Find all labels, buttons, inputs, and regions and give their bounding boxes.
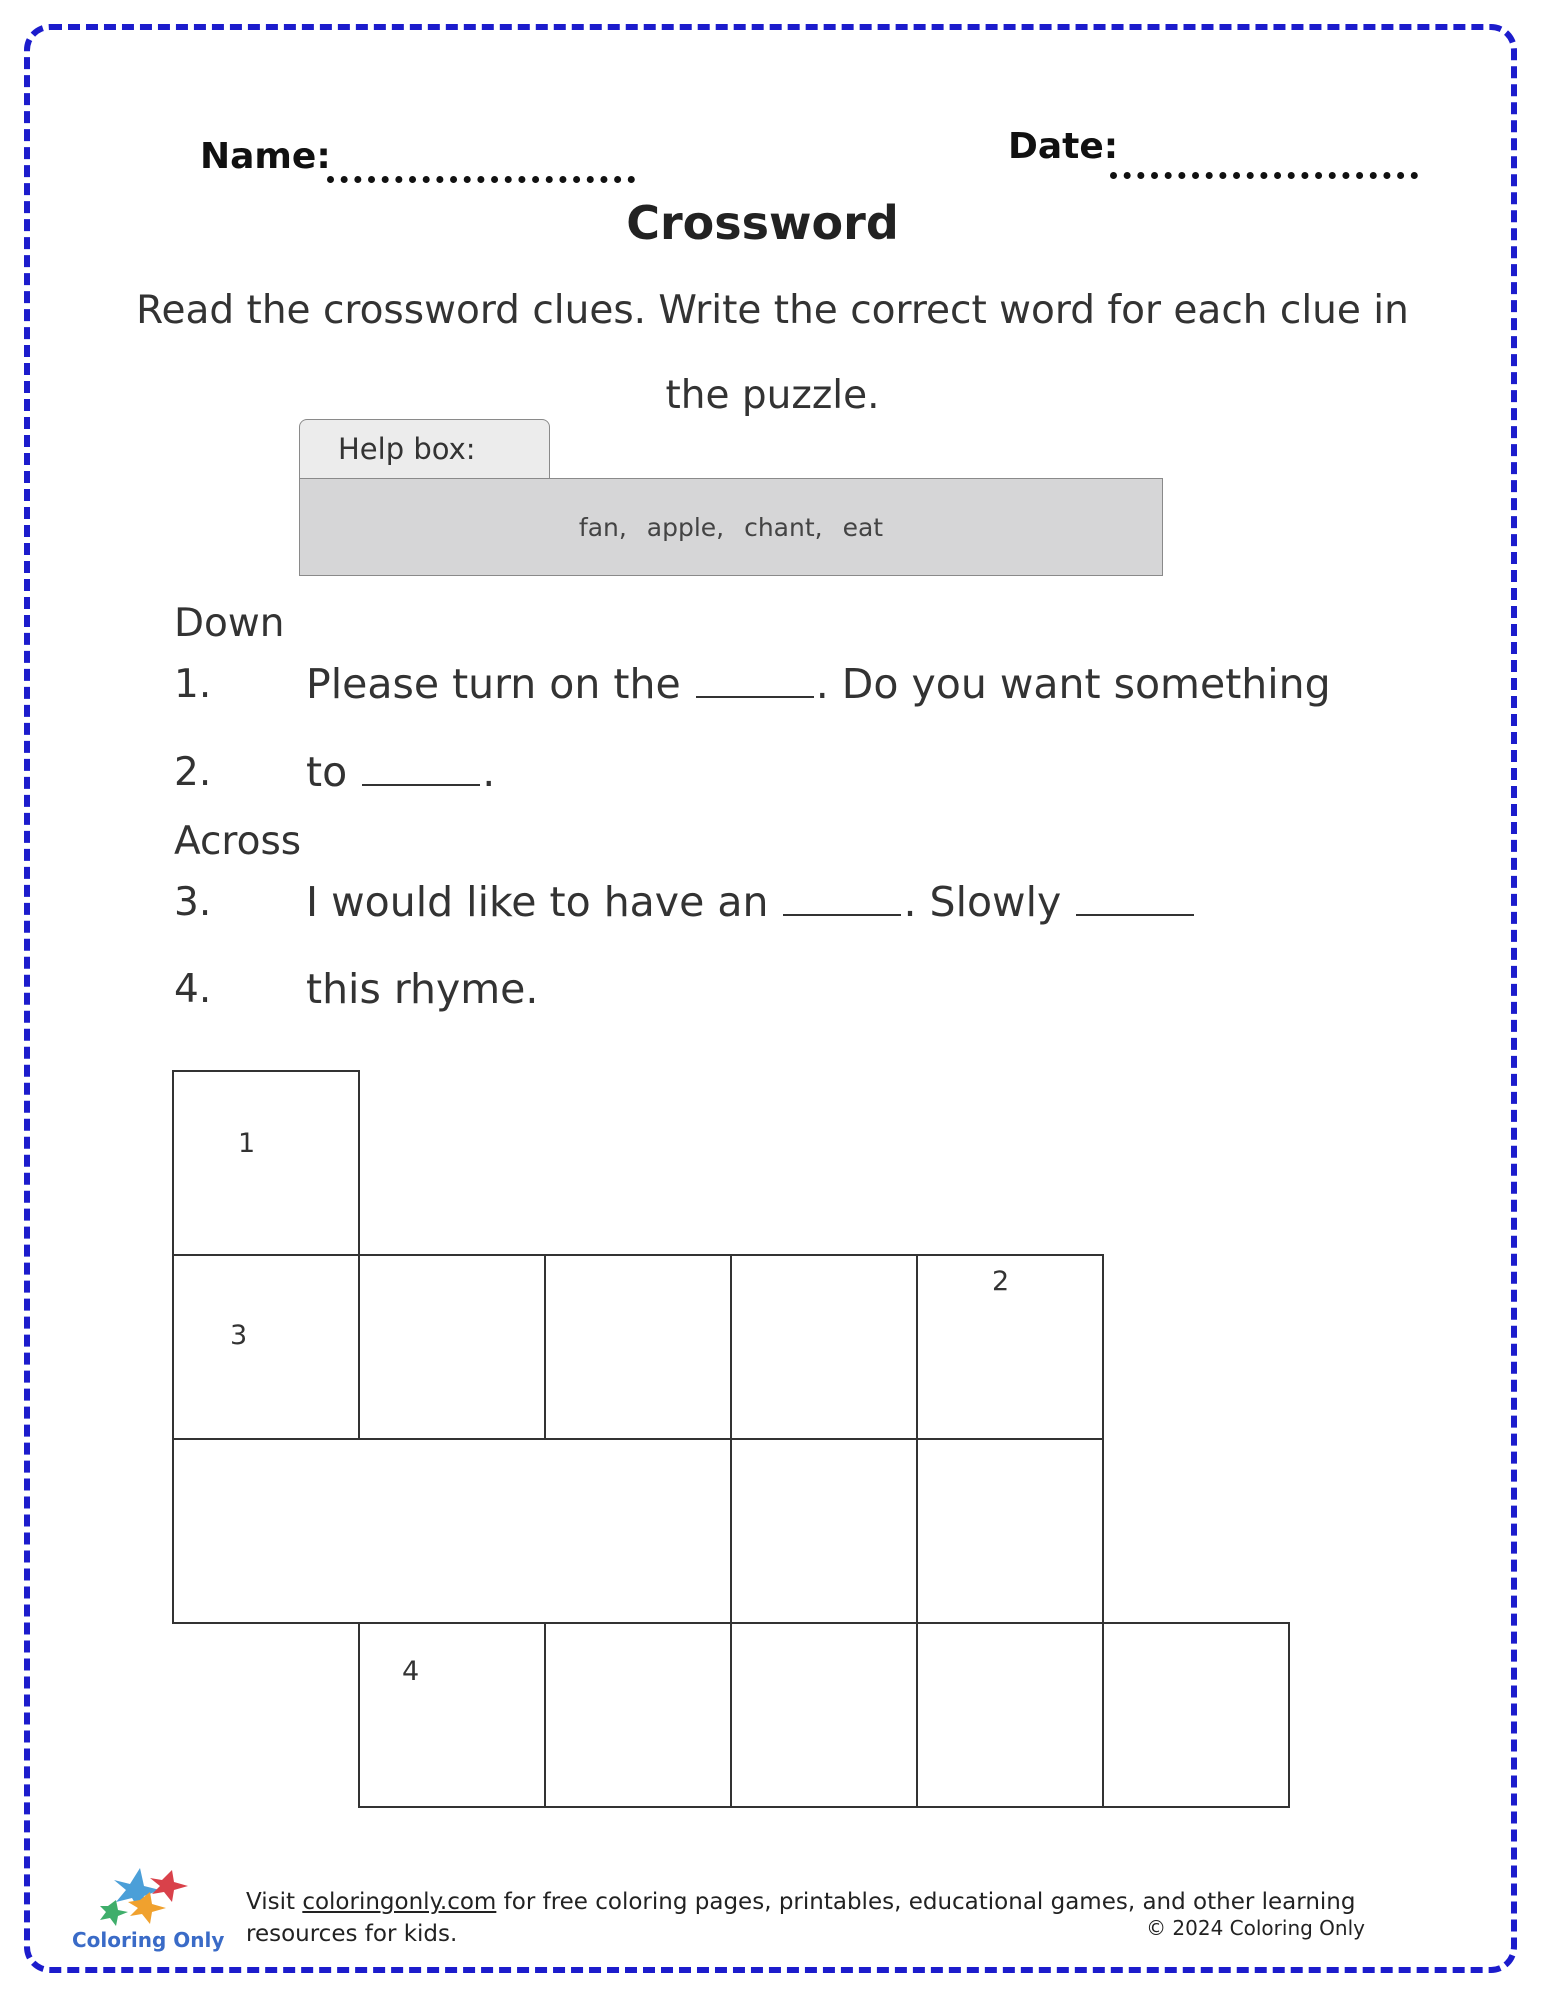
- grid-number-2: 2: [992, 1266, 1010, 1297]
- instructions: Read the crossword clues. Write the correct word for each clue in the puzzle.: [136, 288, 1409, 418]
- clue-text: [306, 660, 1406, 708]
- grid-cell[interactable]: [916, 1254, 1104, 1440]
- clue-text: [306, 748, 495, 796]
- answer-blank: [362, 784, 480, 786]
- grid-number-1: 1: [238, 1128, 256, 1159]
- logo: [100, 1866, 192, 1930]
- footer-link[interactable]: coloringonly.com: [302, 1889, 497, 1915]
- footer-rest: for free coloring pages, printables, educational games, and other learning resources for kids.: [246, 1889, 1356, 1947]
- grid-cell[interactable]: [358, 1254, 546, 1440]
- grid-cell[interactable]: [916, 1438, 1104, 1624]
- clue-part: to: [306, 748, 348, 796]
- grid-cell[interactable]: [1102, 1622, 1290, 1808]
- clue-number: 4.: [174, 967, 212, 1012]
- grid-cell[interactable]: [544, 1622, 732, 1808]
- grid-cell[interactable]: [172, 1070, 360, 1256]
- grid-spacer: [358, 1438, 732, 1624]
- down-heading: Down: [174, 601, 285, 646]
- clue-part: .: [482, 748, 496, 796]
- name-label: Name:: [200, 136, 331, 177]
- logo-star-icon: [100, 1866, 192, 1930]
- clue-text: [306, 878, 1406, 926]
- clue-number: 3.: [174, 880, 212, 925]
- footer-visit: Visit: [246, 1889, 296, 1915]
- across-heading: Across: [174, 819, 302, 864]
- clue-part: . Do you want something: [815, 660, 1331, 708]
- date-field-line[interactable]: [1110, 172, 1418, 179]
- help-word: chant,: [744, 513, 823, 542]
- page-title: Crossword: [626, 196, 899, 250]
- grid-number-4: 4: [402, 1656, 420, 1687]
- clue-part: . Slowly: [903, 878, 1062, 926]
- grid-cell[interactable]: [172, 1254, 360, 1440]
- clue-text: this rhyme.: [306, 965, 539, 1013]
- help-box-tab: Help box:: [299, 419, 550, 479]
- answer-blank: [696, 696, 814, 698]
- grid-cell[interactable]: [544, 1254, 732, 1440]
- clue-part: Please turn on the: [306, 660, 681, 708]
- grid-cell[interactable]: [916, 1622, 1104, 1808]
- logo-text: Coloring Only: [72, 1928, 225, 1952]
- help-word: fan,: [578, 513, 627, 542]
- answer-blank: [1076, 914, 1194, 916]
- clue-number: 1.: [174, 662, 212, 707]
- grid-cell[interactable]: [730, 1254, 918, 1440]
- grid-number-3: 3: [230, 1320, 248, 1351]
- name-field-line[interactable]: [327, 176, 635, 183]
- grid-cell[interactable]: [172, 1438, 360, 1624]
- date-label: Date:: [1008, 126, 1119, 167]
- help-word: eat: [842, 513, 884, 542]
- answer-blank: [783, 914, 901, 916]
- copyright: © 2024 Coloring Only: [1146, 1916, 1365, 1940]
- grid-cell[interactable]: [730, 1622, 918, 1808]
- clue-part: I would like to have an: [306, 878, 769, 926]
- help-word: apple,: [646, 513, 725, 542]
- help-box: [299, 478, 1163, 576]
- clue-number: 2.: [174, 750, 212, 795]
- grid-cell[interactable]: [358, 1622, 546, 1808]
